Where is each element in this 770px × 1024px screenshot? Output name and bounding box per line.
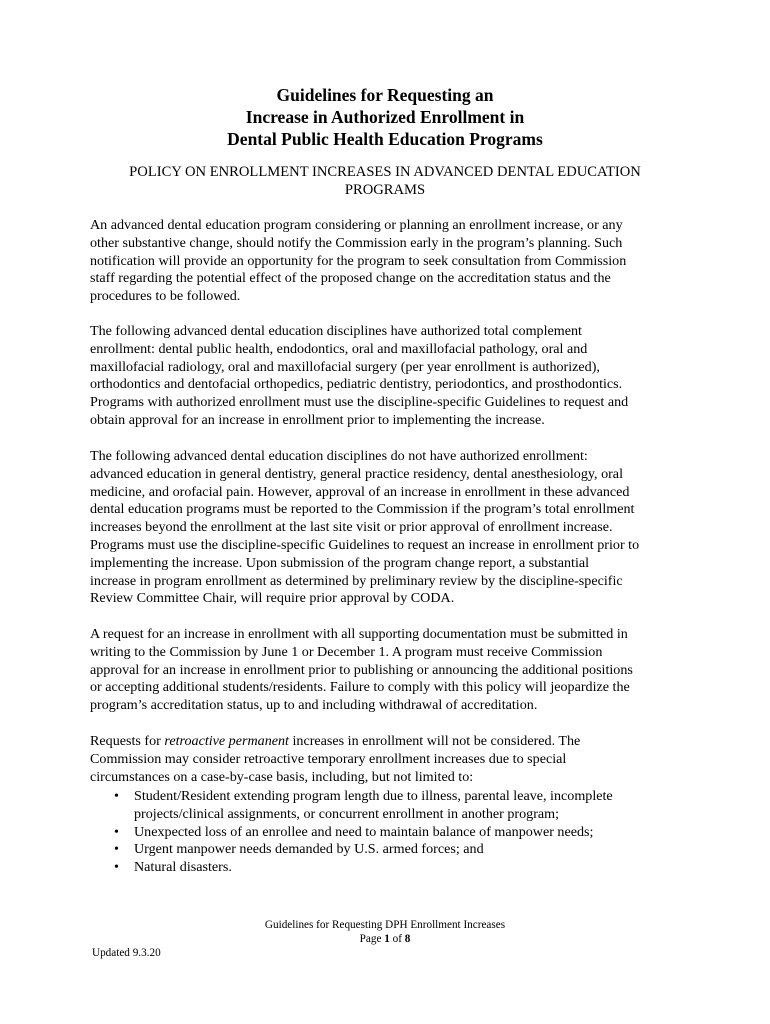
text-line: procedures to be followed. (90, 288, 241, 305)
text-line: Urgent manpower needs demanded by U.S. armed forces; and (134, 841, 484, 858)
page-current: 1 (384, 933, 390, 945)
list-item (90, 824, 690, 842)
text-line: staff regarding the potential effect of the proposed change on the accreditation status and the (90, 270, 611, 287)
document-title (90, 84, 680, 150)
text-line: obtain approval for an increase in enrollment prior to implementing the increase. (90, 411, 545, 428)
text-line: The following advanced dental education disciplines have authorized total complement (90, 323, 582, 339)
list-item (90, 859, 690, 877)
text-line (90, 733, 580, 751)
list-item (90, 841, 690, 859)
text-line: medicine, and orofacial pain. However, approval of an increase in enrollment in these advanced (90, 483, 630, 500)
text-line: The following advanced dental education disciplines do not have authorized enrollment: (90, 448, 588, 464)
page-label: Page (359, 933, 385, 945)
text-line: Student/Resident extending program length due to illness, parental leave, incomplete (134, 788, 613, 804)
text-line: other substantive change, should notify the Commission early in the program’s planning. Such (90, 234, 623, 251)
title-line-3: Dental Public Health Education Programs (227, 129, 543, 149)
text-line: Programs must use the discipline-specific Guidelines to request an increase in enrollment prior to (90, 536, 640, 553)
bullet-icon: • (114, 788, 119, 804)
text-line: increase in program enrollment as determined by preliminary review by the discipline-specific (90, 572, 623, 589)
circumstances-list (90, 788, 690, 877)
emphasis-text: retroactive permanent (164, 733, 289, 749)
paragraph-non-authorized-enrollment (90, 448, 639, 608)
text-line: approval for an increase in enrollment prior to publishing or announcing the additional positions (90, 661, 633, 678)
text-line: maxillofacial radiology, oral and maxillofacial surgery (per year enrollment is authorized), (90, 358, 600, 375)
text-line: dental education programs must be reported to the Commission if the program’s total enrollment (90, 501, 635, 518)
text-line: Review Committee Chair, will require prior approval by CODA. (90, 590, 455, 607)
text-line: An advanced dental education program considering or planning an enrollment increase, or any (90, 217, 623, 233)
list-item (90, 788, 690, 824)
text-line: Natural disasters. (134, 859, 232, 876)
paragraph-request-deadline (90, 626, 633, 715)
text-line: or accepting additional students/residents. Failure to comply with this policy will jeopardize the (90, 679, 630, 696)
bullet-icon: • (114, 841, 119, 858)
text-line: enrollment: dental public health, endodontics, oral and maxillofacial pathology, oral and (90, 340, 588, 357)
text-line: notification will provide an opportunity for the program to seek consultation from Commission (90, 252, 627, 269)
text-line: program’s accreditation status, up to and including withdrawal of accreditation. (90, 697, 538, 714)
title-line-1: Guidelines for Requesting an (276, 85, 494, 105)
paragraph-retroactive (90, 733, 580, 786)
policy-heading (90, 163, 680, 199)
page-of: of (389, 933, 405, 945)
page-number (200, 932, 570, 946)
text-line: Programs with authorized enrollment must use the discipline-specific Guidelines to request and (90, 394, 629, 411)
footer-title: Guidelines for Requesting DPH Enrollment Increases (264, 919, 506, 931)
paragraph-authorized-enrollment (90, 323, 628, 430)
page-footer (200, 918, 570, 946)
page-total: 8 (404, 933, 411, 945)
text-line: A request for an increase in enrollment with all supporting documentation must be submitted in (90, 626, 628, 642)
updated-date: Updated 9.3.20 (92, 947, 161, 959)
text-line: orthodontics and dentofacial orthopedics, pediatric dentistry, periodontics, and prosthodontics. (90, 376, 623, 393)
policy-heading-line-1: POLICY ON ENROLLMENT INCREASES IN ADVANCED DENTAL EDUCATION (129, 164, 641, 180)
text-line: circumstances on a case-by-case basis, including, but not limited to: (90, 768, 474, 785)
text-line: Unexpected loss of an enrollee and need to maintain balance of manpower needs; (134, 823, 594, 840)
text-segment: increases in enrollment will not be considered. The (288, 733, 581, 749)
text-line: advanced education in general dentistry, general practice residency, dental anesthesiology, oral (90, 465, 623, 482)
text-segment: Requests for (90, 733, 165, 749)
text-line: projects/clinical assignments, or concurrent enrollment in another program; (134, 805, 560, 822)
text-line: increases beyond the enrollment at the last site visit or prior approval of enrollment increase. (90, 519, 613, 536)
text-line: Commission may consider retroactive temporary enrollment increases due to special (90, 750, 567, 767)
bullet-icon: • (114, 859, 119, 876)
text-line: implementing the increase. Upon submission of the program change report, a substantial (90, 554, 590, 571)
policy-heading-line-2: PROGRAMS (344, 182, 426, 198)
bullet-icon: • (114, 823, 119, 840)
title-line-2: Increase in Authorized Enrollment in (245, 107, 525, 127)
paragraph-notification (90, 217, 626, 306)
text-line: writing to the Commission by June 1 or December 1. A program must receive Commission (90, 643, 603, 660)
